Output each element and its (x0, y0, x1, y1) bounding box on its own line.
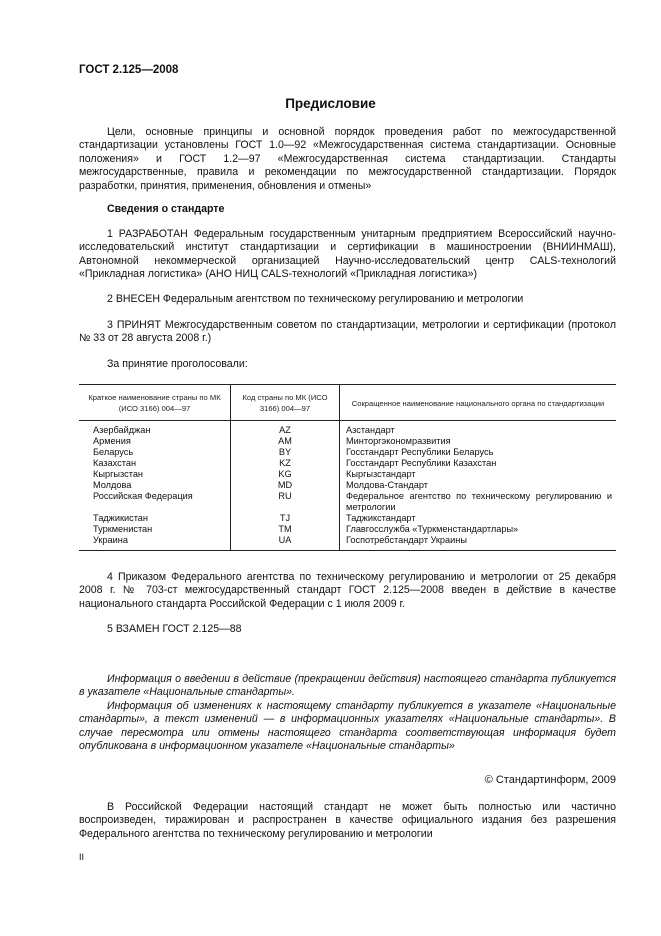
country-cell: Азербайджан (93, 425, 151, 435)
country-cell: Туркменистан (93, 524, 153, 534)
code-cell: KZ (231, 458, 340, 469)
body-cell: Главгосслужба «Туркменстандартлары» (340, 524, 617, 535)
table-row (79, 458, 616, 469)
code-cell: AM (231, 436, 340, 447)
code-cell: TJ (231, 513, 340, 524)
document-code: ГОСТ 2.125—2008 (79, 64, 179, 76)
table-row (79, 447, 616, 458)
table-row (79, 421, 616, 437)
body-cell: Госстандарт Республики Казахстан (340, 458, 617, 469)
code-cell: AZ (231, 421, 340, 437)
page-title: Предисловие (285, 96, 376, 111)
item-2-introduced: 2 ВНЕСЕН Федеральным агентством по техническому регулированию и метрологии (107, 293, 524, 305)
code-cell: MD (231, 480, 340, 491)
body-cell: Госпотребстандарт Украины (340, 535, 617, 551)
body-cell: Таджикстандарт (340, 513, 617, 524)
table-row (79, 535, 616, 551)
body-cell: Кыргызстандарт (340, 469, 617, 480)
legal-notice: В Российской Федерации настоящий стандарт не может быть полностью или частично воспроизведен, тиражирован и распространен в качестве официального издания без разрешения Федерального агентства по техническому регулированию и метрологии (79, 801, 616, 840)
code-cell: RU (231, 491, 340, 513)
table-row (79, 436, 616, 447)
country-cell: Казахстан (93, 458, 137, 468)
section-subheading: Сведения о стандарте (107, 203, 225, 215)
country-cell: Украина (79, 535, 231, 551)
country-cell: Таджикистан (93, 513, 148, 523)
intro-paragraph: Цели, основные принципы и основной порядок проведения работ по межгосударственной стандартизации установлены ГОСТ 1.0—92 «Межгосударственная система стандартизации. Основные положения» и ГОСТ 1.2—97 «Межгосударственная система стандартизации. Стандарты межгосударственные, правила и рекомендации по межгосударственной стандартизации. Порядок разработки, принятия, применения, обновления и отмены» (79, 126, 616, 192)
voting-table (79, 384, 616, 551)
table-row (79, 524, 616, 535)
header-body: Сокращенное наименование национального органа по стандартизации (340, 385, 617, 421)
country-cell: Беларусь (93, 447, 134, 457)
item-1-developed: 1 РАЗРАБОТАН Федеральным государственным унитарным предприятием Всероссийский научно-исследовательский институт стандартизации и сертификации в машиностроении (ВНИИНМАШ), Автономной некоммерческой организацией Научно-исследовательский центр CALS-технологий «Прикладная логистика» (АНО НИЦ CALS-технологий «Прикладная логистика») (79, 228, 616, 281)
body-cell: Молдова-Стандарт (340, 480, 617, 491)
info-paragraph-1: Информация о введении в действие (прекращении действия) настоящего стандарта публикуется в указателе «Национальные стандарты». (79, 673, 616, 699)
page-number: II (79, 852, 85, 862)
voted-label: За принятие проголосовали: (107, 358, 248, 370)
code-cell: UA (231, 535, 340, 551)
table-row (79, 469, 616, 480)
info-paragraph-2: Информация об изменениях к настоящему стандарту публикуется в указателе «Национальные стандарты», а текст изменений — в информационных указателях «Национальные стандарты». В случае пересмотра или отмены настоящего стандарта соответствующая информация будет опубликована в информационном указателе «Национальные стандарты» (79, 700, 616, 753)
body-cell: Федеральное агентство по техническому регулированию и метрологии (340, 491, 617, 513)
header-country: Краткое наименование страны по МК (ИСО 3166) 004—97 (79, 385, 231, 421)
country-cell: Армения (93, 436, 131, 446)
table-header-row (79, 385, 616, 421)
header-code: Код страны по МК (ИСО 3166) 004—97 (231, 385, 340, 421)
country-cell: Молдова (93, 480, 132, 490)
copyright-notice: © Стандартинформ, 2009 (484, 774, 616, 786)
body-cell: Госстандарт Республики Беларусь (340, 447, 617, 458)
country-cell: Российская Федерация (93, 491, 193, 501)
table-row (79, 480, 616, 491)
code-cell: BY (231, 447, 340, 458)
table-row (79, 513, 616, 524)
item-5-replaces: 5 ВЗАМЕН ГОСТ 2.125—88 (107, 623, 242, 635)
code-cell: TM (231, 524, 340, 535)
body-cell: Азстандарт (340, 421, 617, 437)
code-cell: KG (231, 469, 340, 480)
table-row (79, 491, 616, 513)
country-cell: Кыргызстан (93, 469, 144, 479)
item-3-adopted: 3 ПРИНЯТ Межгосударственным советом по стандартизации, метрологии и сертификации (протокол № 33 от 28 августа 2008 г.) (79, 319, 616, 345)
item-4-order: 4 Приказом Федерального агентства по техническому регулированию и метрологии от 25 декабря 2008 г. № 703-ст межгосударственный стандарт ГОСТ 2.125—2008 введен в действие в качестве национального стандарта Российской Федерации с 1 июля 2009 г. (79, 571, 616, 610)
body-cell: Минторгэкономразвития (340, 436, 617, 447)
